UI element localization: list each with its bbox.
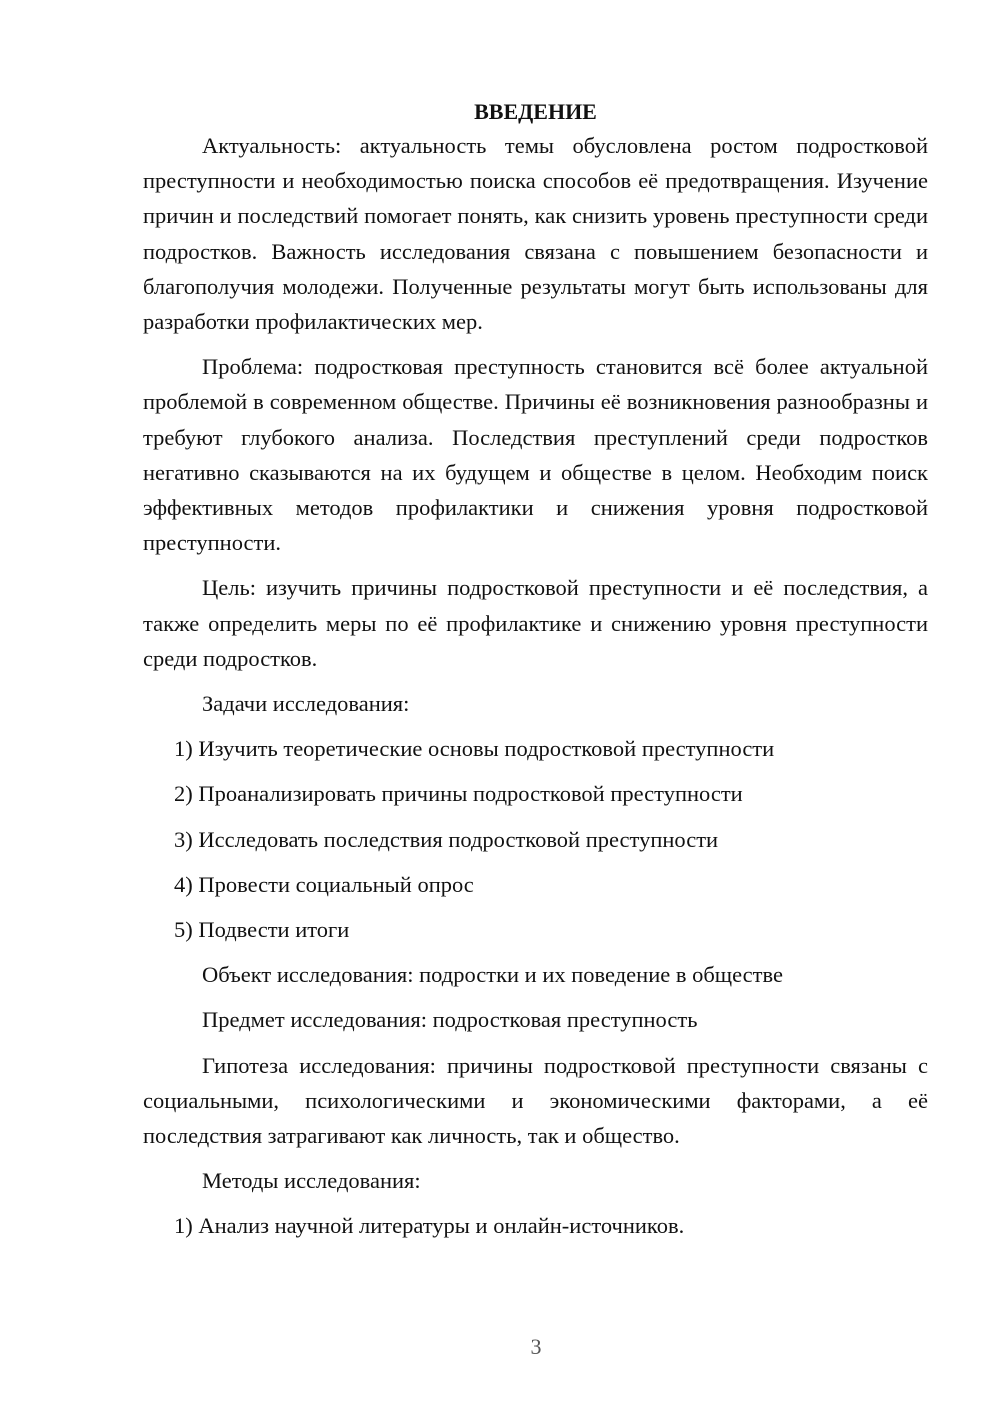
- methods-heading: Методы исследования:: [202, 1168, 421, 1194]
- section-title: ВВЕДЕНИЕ: [474, 99, 597, 124]
- list-item: 3) Исследовать последствия подростковой преступности: [174, 826, 719, 852]
- list-item: 4) Провести социальный опрос: [174, 871, 474, 897]
- subject-paragraph: Предмет исследования: подростковая преступность: [202, 1007, 698, 1033]
- list-item: 2) Проанализировать причины подростковой преступности: [174, 781, 743, 807]
- goal-paragraph: Цель: изучить причины подростковой преступности и её последствия, а также определить меры по её профилактике и снижению уровня преступности среди подростков.: [143, 575, 928, 671]
- tasks-heading: Задачи исследования:: [202, 691, 410, 717]
- hypothesis-paragraph: Гипотеза исследования: причины подростковой преступности связаны с социальными, психологическими и экономическими факторами, а её последствия затрагивают как личность, так и общество.: [143, 1052, 928, 1149]
- tasks-list: [143, 731, 928, 947]
- object-paragraph: Объект исследования: подростки и их поведение в обществе: [202, 962, 783, 988]
- list-item: 1) Анализ научной литературы и онлайн-источников.: [174, 1213, 685, 1239]
- document-page: [143, 96, 928, 1254]
- list-item: 5) Подвести итоги: [174, 917, 350, 943]
- relevance-paragraph: Актуальность: актуальность темы обусловлена ростом подростковой преступности и необходимостью поиска способов её предотвращения. Изучение причин и последствий помогает понять, как снизить уровень преступности среди подростков. Важность исследования связана с повышением безопасности и благополучия молодежи. Полученные результаты могут быть использованы для разработки профилактических мер.: [143, 133, 928, 335]
- page-number: 3: [530, 1334, 542, 1359]
- methods-list: [143, 1208, 928, 1243]
- list-item: 1) Изучить теоретические основы подростковой преступности: [174, 736, 775, 762]
- problem-paragraph: Проблема: подростковая преступность становится всё более актуальной проблемой в современном обществе. Причины её возникновения разнообразны и требуют глубокого анализа. Последствия преступлений среди подростков негативно сказываются на их будущем и обществе в целом. Необходим поиск эффективных методов профилактики и снижения уровня подростковой преступности.: [143, 354, 928, 556]
